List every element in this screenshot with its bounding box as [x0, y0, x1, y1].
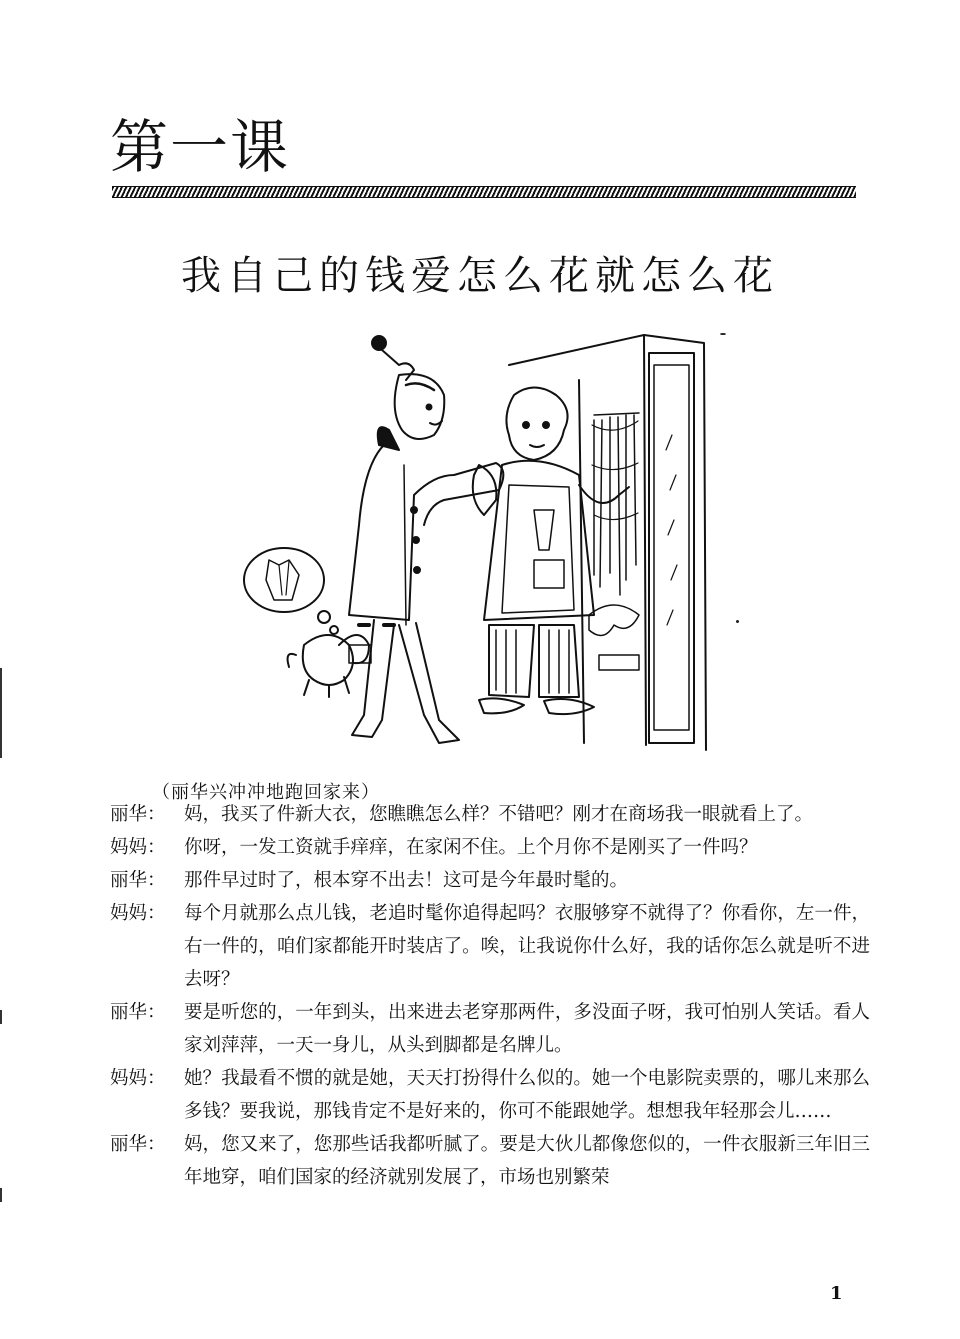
speech-text: 妈，我买了件新大衣，您瞧瞧怎么样？不错吧？刚才在商场我一眼就看上了。 — [184, 804, 814, 825]
speaker-label: 丽华： — [110, 870, 166, 891]
scan-edge-mark — [0, 1188, 2, 1202]
speech-text: 妈，您又来了，您那些话我都听腻了。要是大伙儿都像您似的，一件衣服新三年旧三年地穿，咱们国家的经济就别发展了，市场也别繁荣 — [184, 1134, 870, 1188]
text-title: 我自己的钱爱怎么花就怎么花 — [181, 253, 779, 299]
speaker-label: 丽华： — [110, 1002, 166, 1023]
speaker-label: 妈妈： — [110, 903, 166, 924]
speaker-label: 妈妈： — [110, 1068, 166, 1089]
speech-text: 她？我最看不惯的就是她，天天打扮得什么似的。她一个电影院卖票的，哪儿来那么多钱？要我说，那钱肯定不是好来的，你可不能跟她学。想想我年轻那会儿…… — [184, 1068, 870, 1122]
page-number: 1 — [830, 1283, 843, 1304]
dialogue-line — [110, 831, 870, 864]
speech-text: 要是听您的，一年到头，出来进去老穿那两件，多没面子呀，我可怕别人笑话。看人家刘萍萍，一天一身儿，从头到脚都是名牌儿。 — [184, 1002, 870, 1056]
dialogue-line — [110, 996, 870, 1062]
scan-speck — [720, 333, 726, 335]
speech-text: 你呀，一发工资就手痒痒，在家闲不住。上个月你不是刚买了一件吗？ — [184, 837, 758, 858]
dialogue-line — [110, 897, 870, 996]
illustration — [234, 325, 714, 755]
speech-text: 每个月就那么点儿钱，老追时髦你追得起吗？衣服够穿不就得了？你看你，左一件，右一件的，咱们家都能开时装店了。唉，让我说你什么好，我的话你怎么就是听不进去呀？ — [184, 903, 870, 990]
scan-edge-mark — [0, 1010, 2, 1024]
scan-edge-mark — [0, 668, 2, 758]
dialogue-line — [110, 798, 870, 831]
stage-direction: （丽华兴冲冲地跑回家来） — [152, 782, 380, 803]
speaker-label: 丽华： — [110, 1134, 166, 1155]
lesson-title: 第一课 — [110, 113, 291, 181]
speaker-label: 妈妈： — [110, 837, 166, 858]
thought-bubble-drawing — [244, 548, 371, 697]
dialogue-line — [110, 864, 870, 897]
lihua-drawing — [349, 336, 503, 743]
dialogue-line — [110, 1062, 870, 1128]
speaker-label: 丽华： — [110, 804, 166, 825]
speech-text: 那件早过时了，根本穿不出去！这可是今年最时髦的。 — [184, 870, 629, 891]
title-divider — [112, 186, 856, 198]
dialogue-line — [110, 1128, 870, 1194]
scan-speck — [736, 620, 739, 623]
mother-drawing — [479, 388, 629, 715]
dialogue — [110, 798, 870, 1194]
